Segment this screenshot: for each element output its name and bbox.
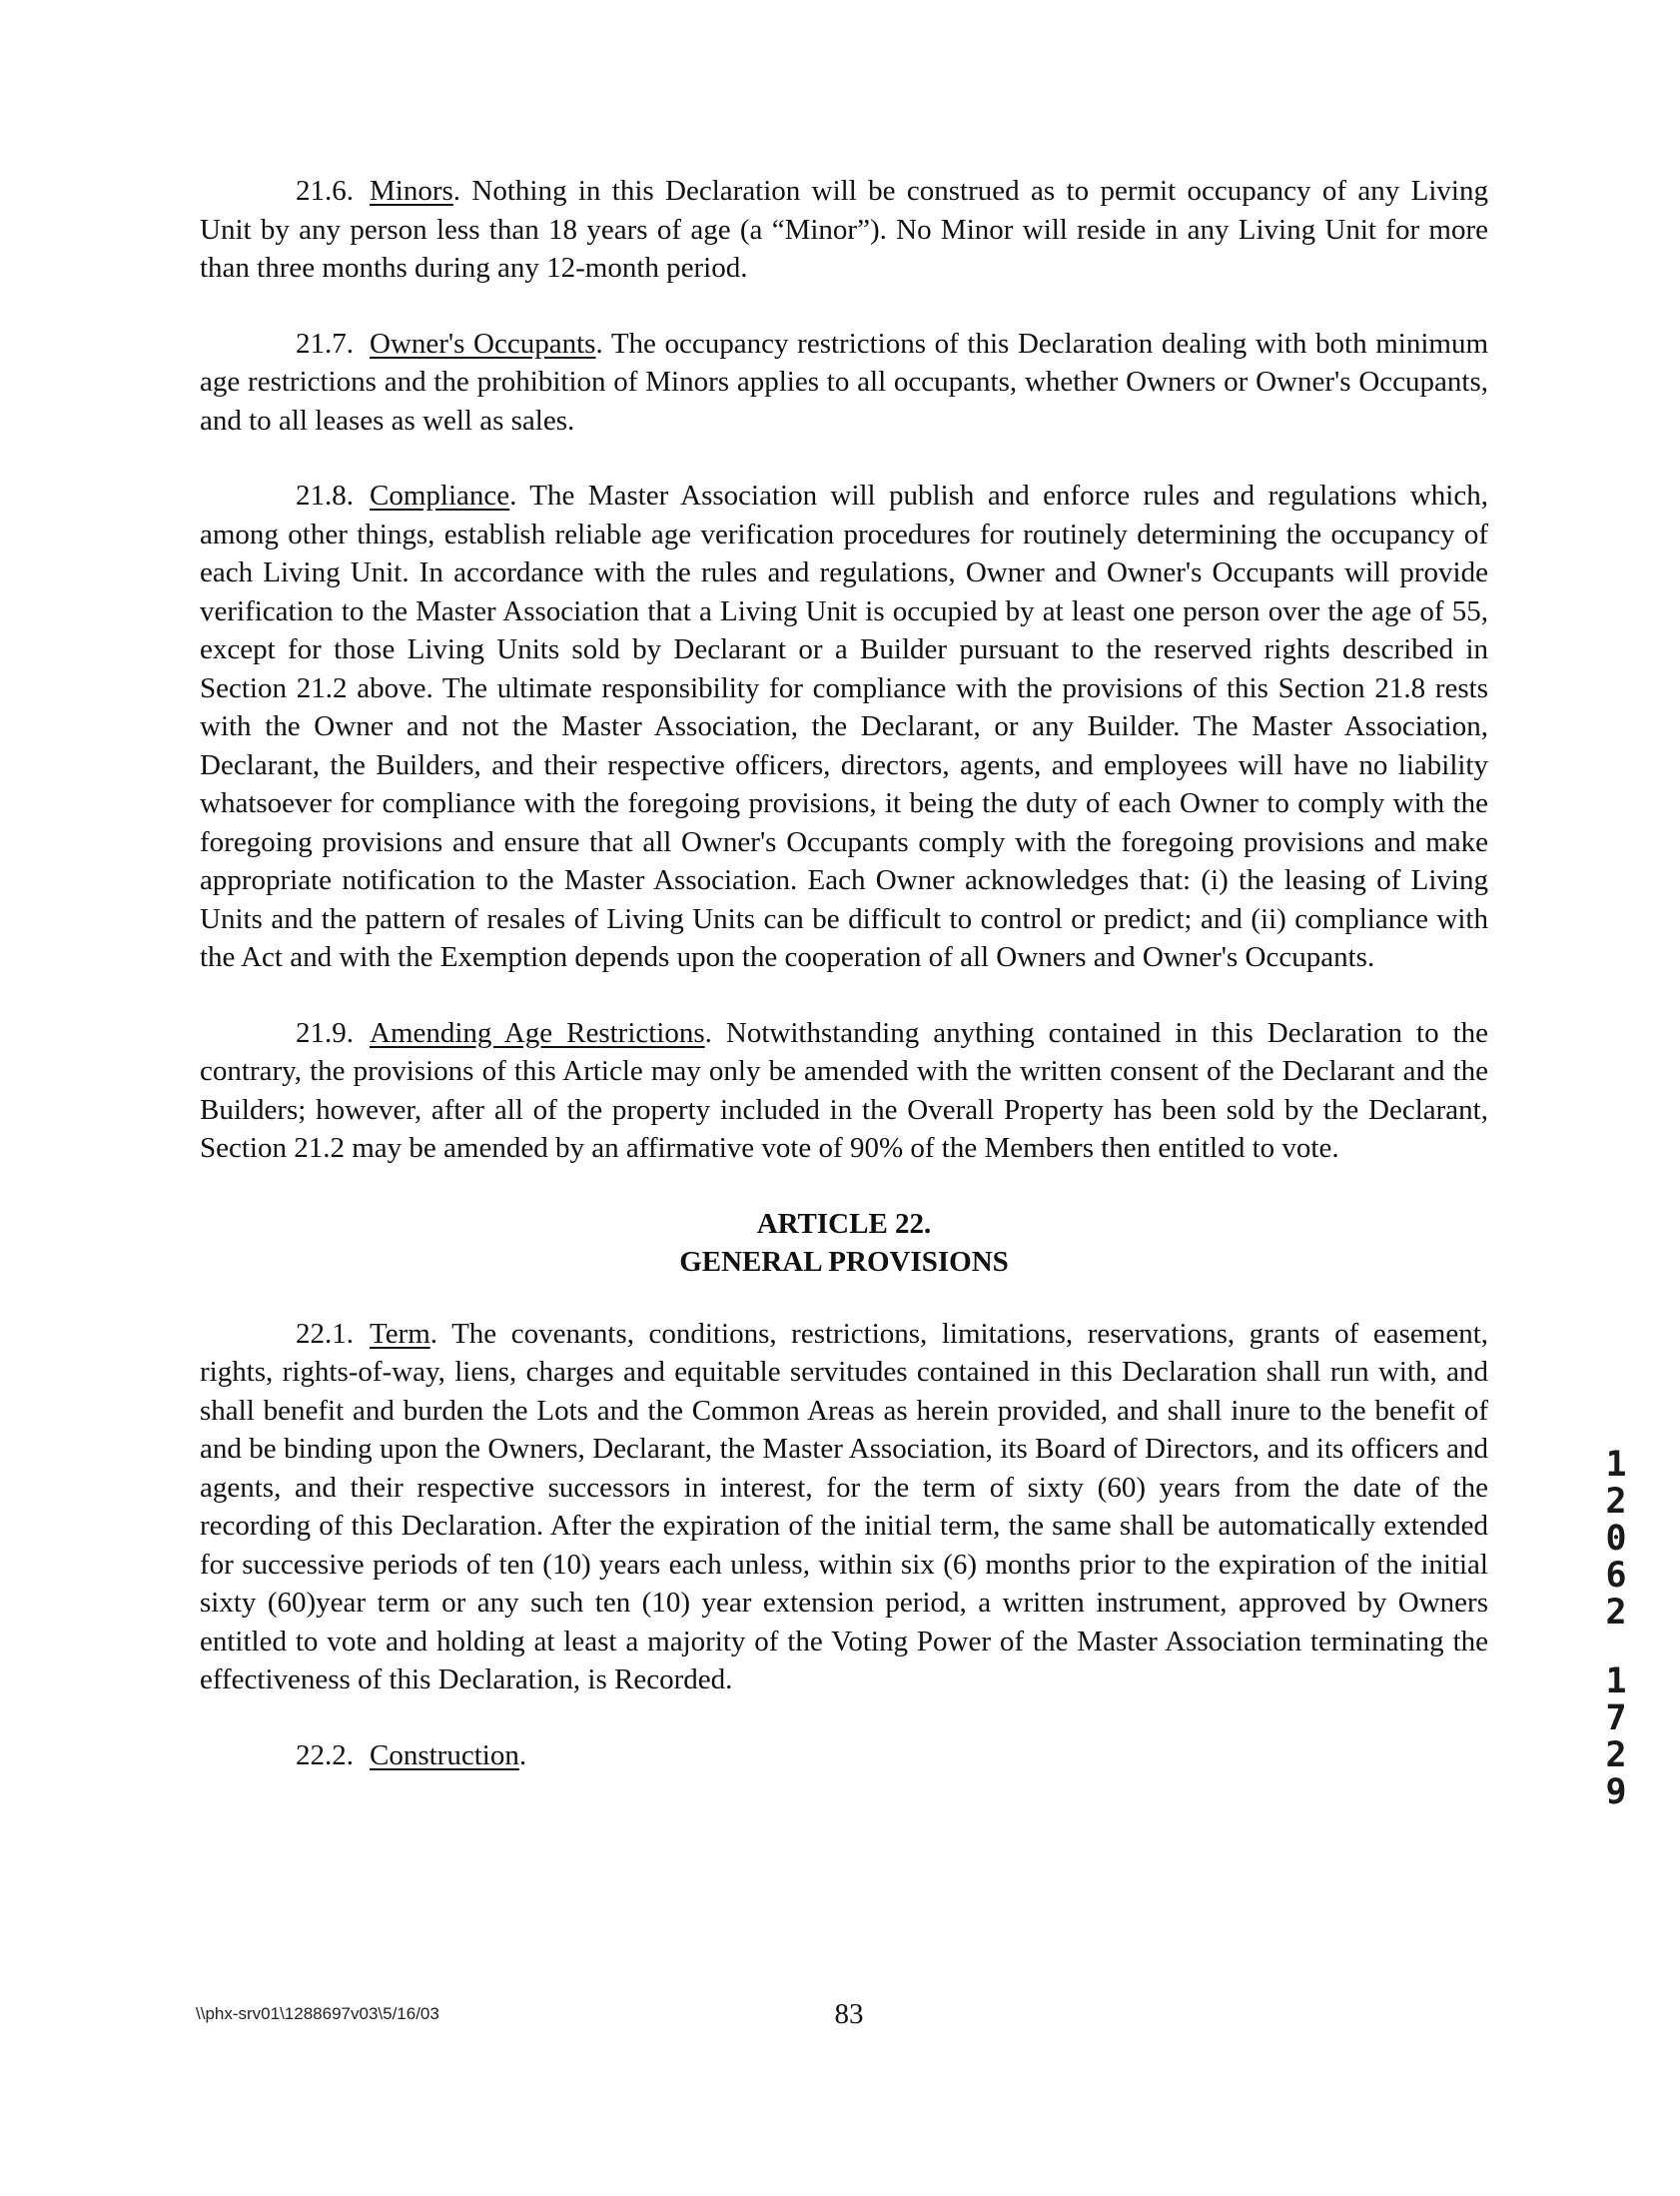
article-heading [200, 1205, 1488, 1281]
section-number: 22.1. [296, 1317, 354, 1350]
stamp-digit: 6 [1605, 1556, 1627, 1596]
section-text: . The occupancy restrictions of this Declaration dealing with both minimum age restrictions and the prohibition of Minors applies to all occupants, whether Owners or Owner's Occupants, and to all leases as well as sales. [200, 327, 1489, 437]
stamp-digit: 1 [1605, 1445, 1627, 1485]
section-title: Construction [370, 1738, 519, 1771]
section-text: . Nothing in this Declaration will be construed as to permit occupancy of any Living Unit by any person less than 18 years of age (a “Minor”). No Minor will reside in any Living Unit for more than three months during any 12-month period. [200, 175, 1488, 284]
stamp-gap [1596, 1632, 1636, 1663]
footer-file-path: \\phx-srv01\1288697v03\5/16/03 [196, 2004, 439, 2023]
stamp-digit: 2 [1605, 1593, 1627, 1633]
stamp-digit: 7 [1605, 1698, 1627, 1738]
section-number: 22.2. [296, 1738, 354, 1771]
document-page [200, 172, 1488, 1774]
section-number: 21.7. [296, 327, 354, 360]
section-title: Amending Age Restrictions [370, 1016, 705, 1049]
section-text: . [518, 1738, 527, 1771]
page-number: 83 [834, 1998, 864, 2030]
section-21-8 [200, 477, 1488, 977]
recording-stamp [1596, 1447, 1636, 1811]
article-title: GENERAL PROVISIONS [679, 1245, 1009, 1278]
section-number: 21.8. [296, 480, 354, 512]
stamp-digit: 1 [1605, 1661, 1627, 1701]
section-text: . The covenants, conditions, restrictions, limitations, reservations, grants of easement, rights, rights-of-way, liens, charges and equitable servitudes contained in this Declaration shall run with, and shall benefit and burden the Lots and the Common Areas as herein provided, and shall inure to the benefit of and be binding upon the Owners, Declarant, the Master Association, its Board of Directors, and its officers and agents, and their respective successors in interest, for the term of sixty (60) years from the date of the recording of this Declaration. After the expiration of the initial term, the same shall be automatically extended for successive periods of ten (10) years each unless, within six (6) months prior to the expiration of the initial sixty (60)year term or any such ten (10) year extension period, a written instrument, approved by Owners entitled to vote and holding at least a majority of the Voting Power of the Master Association terminating the effectiveness of this Declaration, is Recorded. [200, 1317, 1488, 1695]
section-text: . Notwithstanding anything contained in this Declaration to the contrary, the provisions of this Article may only be amended with the written consent of the Declarant and the Builders; however, after all of the property included in the Overall Property has been sold by the Declarant, Section 21.2 may be amended by an affirmative vote of 90% of the Members then entitled to vote. [200, 1016, 1489, 1164]
section-21-6 [200, 172, 1488, 288]
section-text: . The Master Association will publish and enforce rules and regulations which, among other things, establish reliable age verification procedures for routinely determining the occupancy of each Living Unit. In accordance with the rules and regulations, Owner and Owner's Occupants will provide verification to the Master Association that a Living Unit is occupied by at least one person over the age of 55, except for those Living Units sold by Declarant or a Builder pursuant to the reserved rights described in Section 21.2 above. The ultimate responsibility for compliance with the provisions of this Section 21.8 rests with the Owner and not the Master Association, the Declarant, or any Builder. The Master Association, Declarant, the Builders, and their respective officers, directors, agents, and employees will have no liability whatsoever for compliance with the foregoing provisions, it being the duty of each Owner to comply with the foregoing provisions and ensure that all Owner's Occupants comply with the foregoing provisions and make appropriate notification to the Master Association. Each Owner acknowledges that: (i) the leasing of Living Units and the pattern of resales of Living Units can be difficult to control or predict; and (ii) compliance with the Act and with the Exemption depends upon the cooperation of all Owners and Owner's Occupants. [200, 480, 1488, 973]
section-title: Owner's Occupants [370, 327, 596, 360]
section-22-1 [200, 1315, 1488, 1699]
section-number: 21.9. [296, 1016, 354, 1049]
stamp-digit: 2 [1605, 1482, 1627, 1522]
section-21-7 [200, 325, 1488, 441]
stamp-digit: 9 [1605, 1772, 1627, 1812]
section-title: Minors [370, 175, 453, 207]
section-21-9 [200, 1014, 1488, 1168]
section-number: 21.6. [296, 175, 354, 207]
stamp-digit: 0 [1605, 1519, 1627, 1559]
section-title: Compliance [370, 480, 510, 512]
section-title: Term [370, 1317, 430, 1350]
stamp-digit: 2 [1605, 1735, 1627, 1775]
section-22-2 [200, 1736, 1488, 1775]
article-number: ARTICLE 22. [756, 1207, 932, 1240]
